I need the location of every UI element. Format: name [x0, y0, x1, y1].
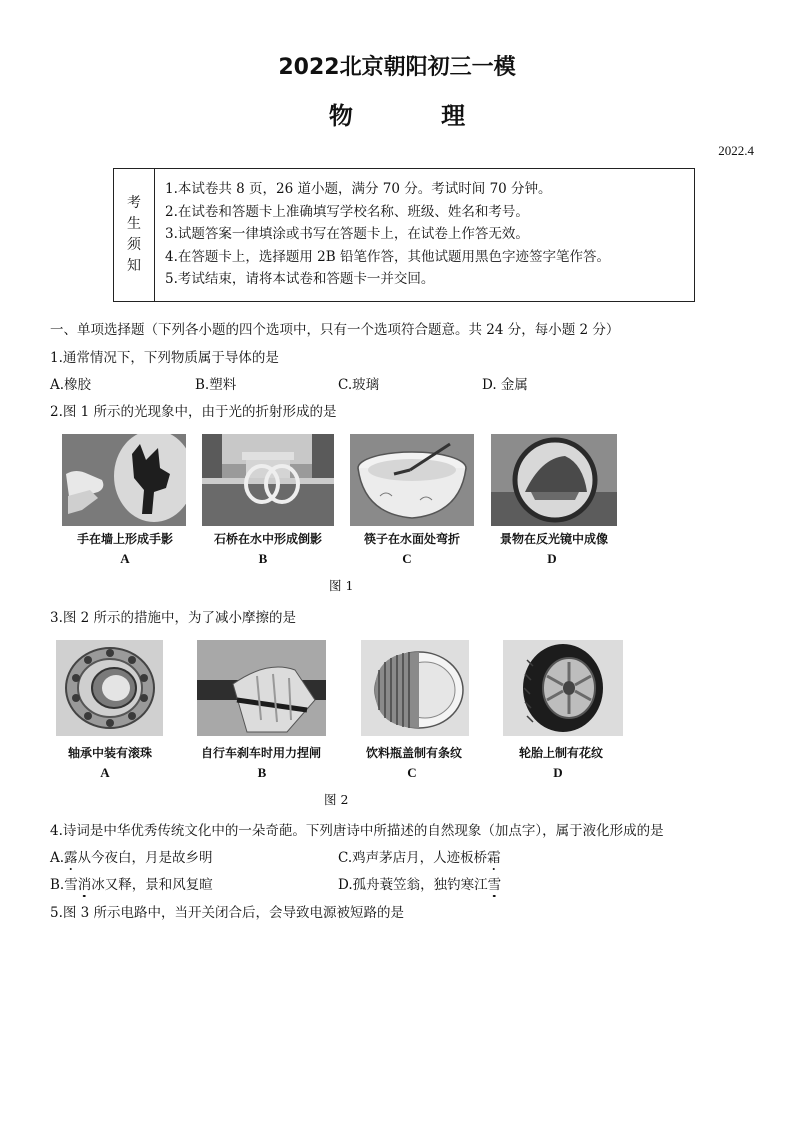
- bottle-cap-illustration: [361, 640, 469, 736]
- stone-bridge-photo: [202, 434, 334, 526]
- question-3-stem: 3.图 2 所示的措施中，为了减小摩擦的是: [50, 610, 297, 626]
- fig1-letter-c: C: [402, 551, 412, 566]
- fig1-letter-a: A: [120, 551, 130, 566]
- bottle-cap-photo: [361, 640, 469, 736]
- fig1-letter-b: B: [258, 551, 268, 566]
- notice-items: [155, 169, 610, 301]
- fig2-caption-d: 轮胎上制有花纹: [518, 746, 603, 760]
- section-heading: 一、单项选择题（下列各小题的四个选项中，只有一个选项符合题意。共 24 分，每小题 2 分）: [50, 322, 620, 338]
- fig1-caption-d: 景物在反光镜中成像: [499, 532, 608, 546]
- q4-option-b-suffix: 冰又释，景和风复暄: [91, 877, 213, 893]
- q4-option-d: [338, 873, 501, 893]
- exam-date: 2022.4: [718, 143, 754, 158]
- q4-option-b-prefix: B.雪: [50, 877, 78, 893]
- candidate-notice-box: [113, 168, 695, 302]
- q4-option-b: [50, 873, 213, 893]
- question-4-stem: 4.诗词是中华优秀传统文化中的一朵奇葩。下列唐诗中所描述的自然现象（加点字），属于液化形成的是: [50, 823, 664, 839]
- figure-1-label: 图 1: [329, 578, 354, 593]
- q4-option-a-dotted-char: 露: [64, 846, 78, 866]
- fig2-letter-d: D: [553, 765, 563, 780]
- tire-photo: [503, 640, 623, 736]
- q4-option-a-suffix: 从今夜白，月是故乡明: [77, 850, 213, 866]
- notice-item: 2.在试卷和答题卡上准确填写学校名称、班级、姓名和考号。: [165, 203, 529, 220]
- q4-option-b-dotted-char: 消: [78, 873, 92, 893]
- fig2-letter-b: B: [257, 765, 267, 780]
- question-2-stem: 2.图 1 所示的光现象中，由于光的折射形成的是: [50, 404, 337, 420]
- exam-title: 2022北京朝阳初三一模: [278, 55, 516, 80]
- ball-bearing-photo: [56, 640, 163, 736]
- notice-label: [114, 169, 155, 301]
- q4-option-a-prefix: A.: [50, 850, 65, 866]
- notice-item: 1.本试卷共 8 页，26 道小题，满分 70 分。考试时间 70 分钟。: [165, 181, 552, 197]
- notice-item: 3.试题答案一律填涂或书写在答题卡上，在试卷上作答无效。: [165, 226, 529, 242]
- question-5-stem: 5.图 3 所示电路中，当开关闭合后，会导致电源被短路的是: [50, 905, 405, 921]
- fig2-letter-a: A: [100, 765, 110, 780]
- q4-option-c-prefix: C.鸡声茅店月，人迹板桥: [338, 850, 488, 866]
- bicycle-brake-photo: [197, 640, 326, 736]
- fig1-caption-a: 手在墙上形成手影: [76, 532, 173, 546]
- q1-option-c: C.玻璃: [338, 377, 380, 393]
- fig1-caption-c: 筷子在水面处弯折: [363, 532, 460, 546]
- notice-label-char: 生: [127, 216, 141, 232]
- fig1-letter-d: D: [547, 551, 557, 566]
- notice-item: 5.考试结束，请将本试卷和答题卡一并交回。: [165, 271, 435, 287]
- q4-option-a: [50, 846, 213, 866]
- notice-label-char: 知: [127, 258, 141, 274]
- notice-label-char: 须: [127, 237, 141, 253]
- convex-mirror-illustration: [491, 434, 617, 526]
- chopsticks-bowl-illustration: [350, 434, 474, 526]
- q1-option-b: B.塑料: [195, 377, 237, 393]
- q1-option-d: D. 金属: [482, 377, 528, 393]
- q4-option-c-dotted-char: 霜: [487, 846, 501, 866]
- ball-bearing-illustration: [56, 640, 163, 736]
- stone-bridge-illustration: [202, 434, 334, 526]
- fig1-caption-b: 石桥在水中形成倒影: [213, 532, 322, 546]
- q4-option-c: [338, 846, 501, 866]
- fig2-caption-c: 饮料瓶盖制有条纹: [365, 746, 462, 760]
- subject-title: 物 理: [328, 102, 506, 130]
- bicycle-brake-illustration: [197, 640, 326, 736]
- fig2-caption-b: 自行车刹车时用力捏闸: [200, 746, 321, 760]
- fig2-letter-c: C: [407, 765, 417, 780]
- convex-mirror-photo: [491, 434, 617, 526]
- chopsticks-bowl-photo: [350, 434, 474, 526]
- question-1-stem: 1.通常情况下，下列物质属于导体的是: [50, 350, 279, 366]
- hand-shadow-photo: [62, 434, 186, 526]
- tire-illustration: [503, 640, 623, 736]
- fig2-caption-a: 轴承中装有滚珠: [67, 746, 152, 760]
- hand-shadow-illustration: [62, 434, 186, 526]
- notice-item: 4.在答题卡上，选择题用 2B 铅笔作答，其他试题用黑色字迹签字笔作答。: [165, 248, 610, 265]
- q1-option-a: A.橡胶: [50, 377, 92, 393]
- q4-option-d-dotted-char: 雪: [488, 873, 502, 893]
- q4-option-d-prefix: D.孤舟蓑笠翁，独钓寒江: [338, 877, 488, 893]
- notice-label-char: 考: [127, 195, 141, 211]
- figure-2-label: 图 2: [324, 792, 349, 807]
